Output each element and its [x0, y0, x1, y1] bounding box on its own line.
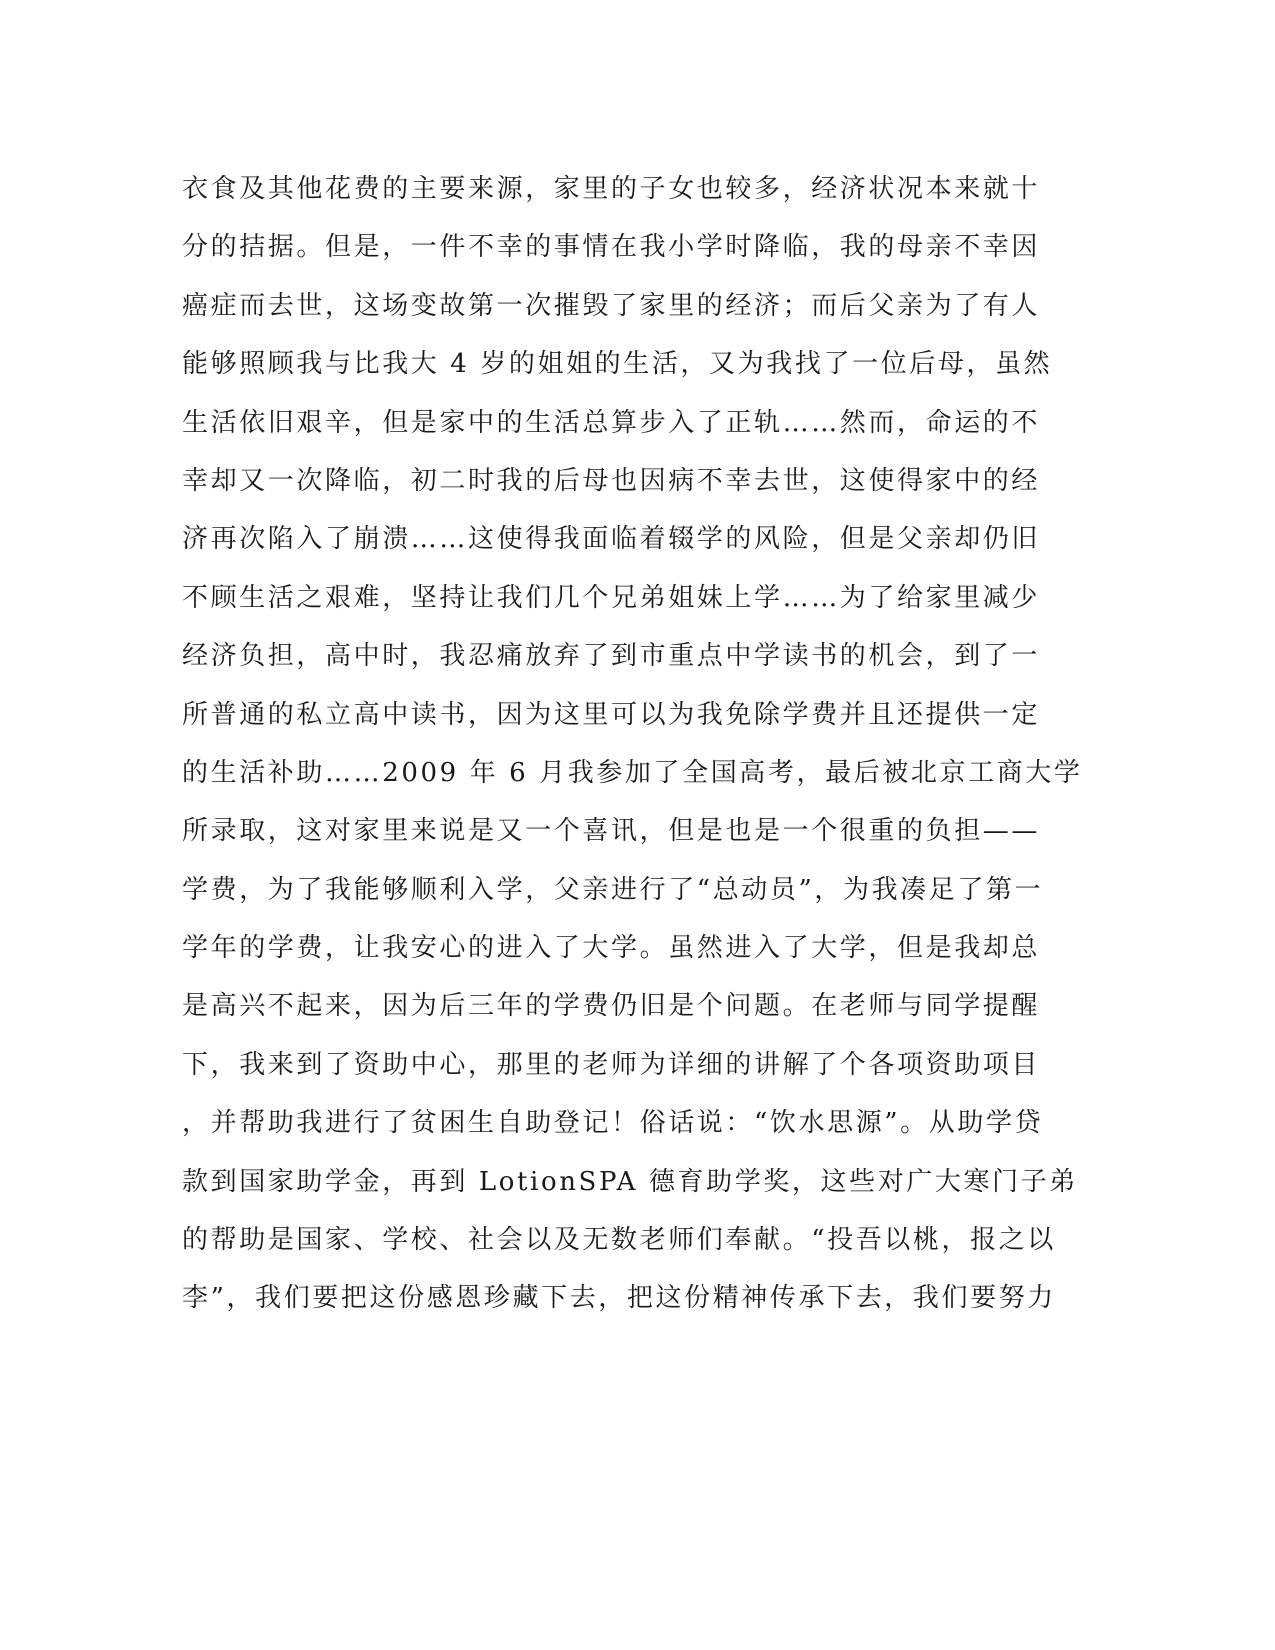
text-line: 癌症而去世，这场变故第一次摧毁了家里的经济；而后父亲为了有人 [182, 290, 1041, 321]
text-line: 经济负担，高中时，我忍痛放弃了到市重点中学读书的机会，到了一 [182, 641, 1041, 672]
text-line: 款到国家助学金，再到 LotionSPA 德育助学奖，这些对广大寒门子弟 [182, 1166, 1078, 1197]
text-line: 所录取，这对家里来说是又一个喜讯，但是也是一个很重的负担—— [182, 816, 1041, 847]
text-line: 能够照顾我与比我大 4 岁的姐姐的生活，又为我找了一位后母，虽然 [182, 349, 1053, 380]
text-line: 是高兴不起来，因为后三年的学费仍旧是个问题。在老师与同学提醒 [182, 991, 1041, 1022]
text-line: 下，我来到了资助中心，那里的老师为详细的讲解了个各项资助项目 [182, 1049, 1041, 1080]
text-line: 的帮助是国家、学校、社会以及无数老师们奉献。“投吾以桃，报之以 [182, 1225, 1056, 1256]
text-line: 生活依旧艰辛，但是家中的生活总算步入了正轨……然而，命运的不 [182, 407, 1041, 438]
text-line: 不顾生活之艰难，坚持让我们几个兄弟姐妹上学……为了给家里减少 [182, 582, 1041, 613]
text-line: 济再次陷入了崩溃……这使得我面临着辍学的风险，但是父亲却仍旧 [182, 524, 1041, 555]
text-line: 学年的学费，让我安心的进入了大学。虽然进入了大学，但是我却总 [182, 933, 1041, 964]
text-line: 衣食及其他花费的主要来源，家里的子女也较多，经济状况本来就十 [182, 174, 1041, 204]
text-line: 所普通的私立高中读书，因为这里可以为我免除学费并且还提供一定 [182, 699, 1041, 730]
text-line: 分的拮据。但是，一件不幸的事情在我小学时降临，我的母亲不幸因 [182, 232, 1041, 263]
text-line: ，并帮助我进行了贫困生自助登记！俗话说：“饮水思源”。从助学贷 [182, 1108, 1044, 1139]
text-line: 李”，我们要把这份感恩珍藏下去，把这份精神传承下去，我们要努力 [182, 1283, 1056, 1314]
text-line: 的生活补助……2009 年 6 月我参加了全国高考，最后被北京工商大学 [182, 757, 1083, 788]
body-text [182, 160, 1083, 1328]
text-line: 学费，为了我能够顺利入学，父亲进行了“总动员”，为我凑足了第一 [182, 874, 1044, 905]
text-line: 幸却又一次降临，初二时我的后母也因病不幸去世，这使得家中的经 [182, 465, 1041, 496]
